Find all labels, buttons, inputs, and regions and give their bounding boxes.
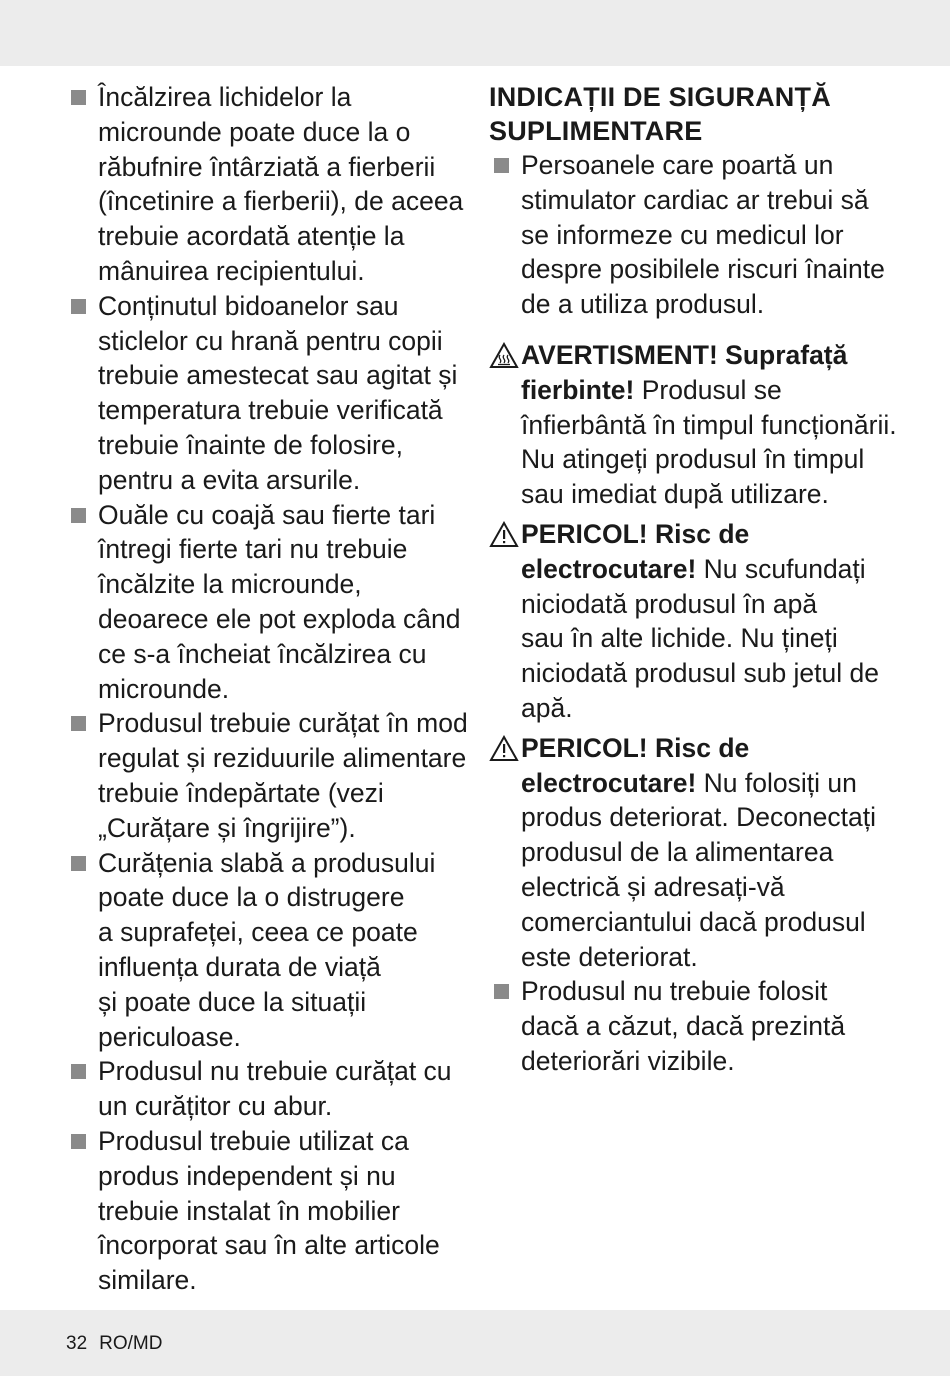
section-heading: INDICAȚII DE SIGURANȚĂ SUPLIMENTARE [489,82,831,146]
page-number: 32 [66,1333,88,1354]
warning-electric-shock: PERICOL! Risc de electrocutare! Nu scufundați niciodată produsul în apă sau în alte lichide. Nu țineți niciodată produsul sub jetul de apă. [489,517,894,726]
list-item: Încălzirea lichidelor la microunde poate duce la o răbufnire întârziată a fierberii (încetinire a fierberii), de aceea trebuie acordată atenție la mânuirea recipientului. [70,80,470,289]
electric-shock-warning-icon [489,521,519,548]
square-bullet-icon [71,856,86,871]
page-footer [66,1333,174,1355]
warning-electric-shock: PERICOL! Risc de electrocutare! Nu folosiți un produs deteriorat. Deconectați produsul de la alimentarea electrică și adresați-vă comerciantului dacă produsul este deteriorat. [489,731,894,975]
locale-label: RO/MD [99,1333,163,1354]
hot-surface-warning-icon [489,342,519,369]
top-band [0,0,950,66]
square-bullet-icon [71,1064,86,1079]
list-item: Produsul trebuie utilizat ca produs independent și nu trebuie instalat în mobilier încorporat sau în alte articole similare. [70,1124,470,1298]
list-item: Produsul nu trebuie curățat cu un curățitor cu abur. [70,1054,470,1124]
list-item: Curățenia slabă a produsului poate duce la o distrugere a suprafeței, ceea ce poate influența durata de viață și poate duce la situații periculoase. [70,846,470,1055]
square-bullet-icon [71,508,86,523]
right-column [489,80,897,1079]
warning-hot-surface: AVERTISMENT! Suprafață fierbinte! Produsul se înfierbântă în timpul funcționării. Nu atingeți produsul în timpul sau imediat după utilizare. [489,338,894,512]
list-item: Produsul nu trebuie folosit dacă a căzut, dacă prezintă deteriorări vizibile. [489,974,894,1078]
list-item: Persoanele care poartă un stimulator cardiac ar trebui să se informeze cu medicul lor despre posibilele riscuri înainte de a utiliza produsul. [489,148,894,322]
left-column [70,80,470,1298]
electric-shock-warning-icon [489,735,519,762]
square-bullet-icon [71,716,86,731]
square-bullet-icon [71,299,86,314]
square-bullet-icon [71,90,86,105]
list-item: Produsul trebuie curățat în mod regulat și reziduurile alimentare trebuie îndepărtate (vezi „Curățare și îngrijire”). [70,706,470,845]
list-item: Conținutul bidoanelor sau sticlelor cu hrană pentru copii trebuie amestecat sau agitat și temperatura trebuie verificată trebuie înainte de folosire, pentru a evita arsurile. [70,289,470,498]
square-bullet-icon [494,158,509,173]
square-bullet-icon [71,1134,86,1149]
square-bullet-icon [494,984,509,999]
list-item: Ouăle cu coajă sau fierte tari întregi fierte tari nu trebuie încălzite la microunde, deoarece ele pot exploda când ce s-a încheiat încălzirea cu microunde. [70,498,470,707]
